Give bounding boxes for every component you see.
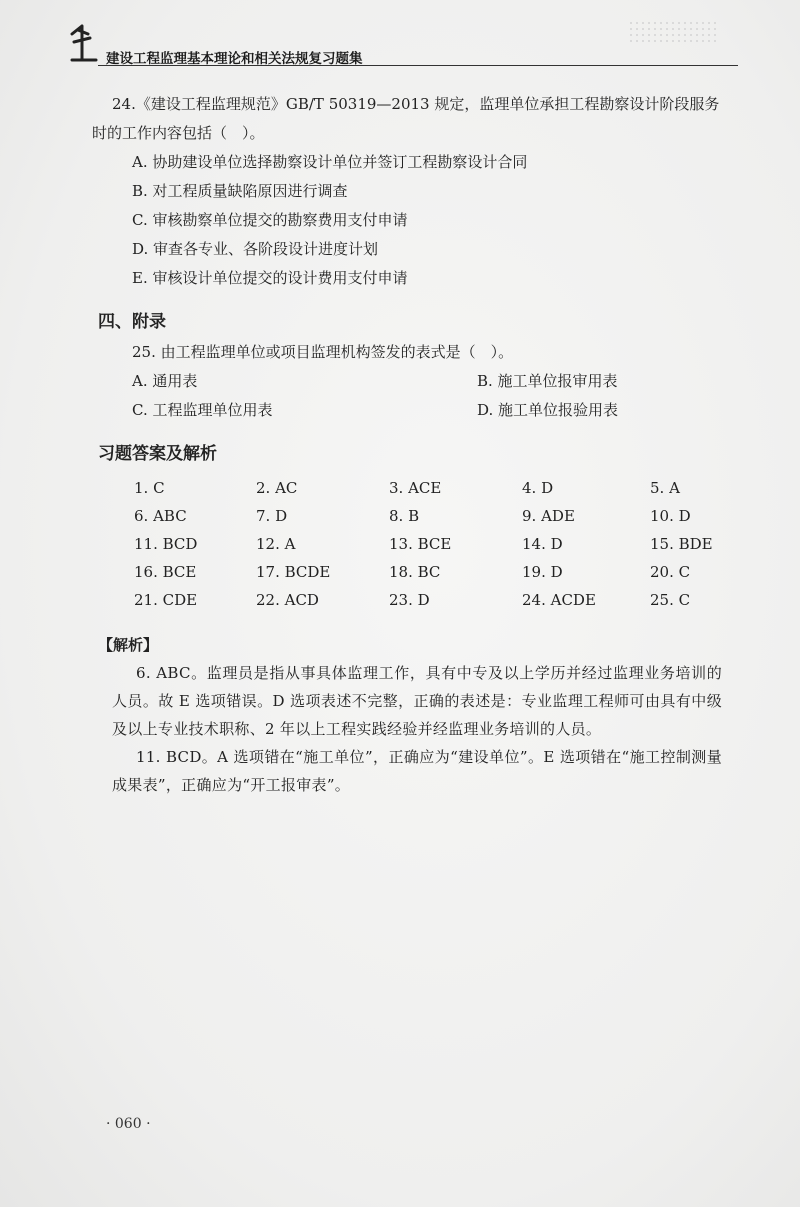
answer-key-item: 6. ABC [134,507,187,525]
answer-key-item: 7. D [256,507,288,525]
question-24-option-c: C. 审核勘察单位提交的勘察费用支付申请 [132,211,408,229]
answer-key-item: 9. ADE [522,507,575,525]
answer-key-item: 14. D [522,535,563,553]
answer-key-item: 22. ACD [256,591,319,609]
answer-key-item: 24. ACDE [522,591,596,609]
question-25-option-d: D. 施工单位报验用表 [477,401,619,419]
answer-key-item: 20. C [650,563,691,581]
analysis-heading: 【解析】 [98,636,159,654]
book-logo-icon [68,20,100,64]
running-header [68,20,728,70]
answer-key-item: 16. BCE [134,563,197,581]
question-24-option-e: E. 审核设计单位提交的设计费用支付申请 [132,269,408,287]
question-25-option-b: B. 施工单位报审用表 [477,372,618,390]
answer-key-item: 1. C [134,479,165,497]
question-24-stem: 24.《建设工程监理规范》GB/T 50319—2013 规定，监理单位承担工程勘察设计阶段服务时的工作内容包括（ ）。 [92,95,720,142]
answer-key-grid [134,474,722,614]
question-25-options [132,367,722,425]
answer-key-item: 11. BCD [134,535,198,553]
section-heading-appendix: 四、附录 [98,312,166,332]
analysis-paragraph: 6. ABC。监理员是指从事具体监理工作，具有中专及以上学历并经过监理业务培训的人员。故 E 选项错误。D 选项表述不完整，正确的表述是：专业监理工程师可由具有中级及以上专业技术职称、2 年以上工程实践经验并经监理业务培训的人员。 [112,664,722,738]
answer-key-item: 10. D [650,507,691,525]
answer-key-item: 19. D [522,563,563,581]
answer-key-item: 4. D [522,479,554,497]
question-24-option-d: D. 审查各专业、各阶段设计进度计划 [132,240,379,258]
question-24-option-b: B. 对工程质量缺陷原因进行调查 [132,182,348,200]
answer-key-item: 2. AC [256,479,298,497]
question-25-option-a: A. 通用表 [132,372,198,390]
answer-key-item: 23. D [389,591,430,609]
decorative-dots [628,20,718,44]
answer-key-item: 12. A [256,535,296,553]
answer-key-item: 25. C [650,591,691,609]
answer-key-item: 17. BCDE [256,563,331,581]
answer-key-item: 8. B [389,507,420,525]
question-24-option-a: A. 协助建设单位选择勘察设计单位并签订工程勘察设计合同 [132,153,528,171]
answer-key-item: 13. BCE [389,535,452,553]
answer-key-item: 3. ACE [389,479,442,497]
answer-key-item: 15. BDE [650,535,713,553]
answer-key-item: 5. A [650,479,680,497]
answers-heading: 习题答案及解析 [98,444,217,464]
question-25-stem: 25. 由工程监理单位或项目监理机构签发的表式是（ ）。 [132,343,514,361]
answer-key-item: 18. BC [389,563,441,581]
header-title: 建设工程监理基本理论和相关法规复习题集 [106,51,363,67]
answer-key-item: 21. CDE [134,591,198,609]
header-divider [98,65,738,66]
page-number: · 060 · [106,1116,151,1132]
page-content [92,90,722,799]
analysis-paragraph: 11. BCD。A 选项错在“施工单位”，正确应为“建设单位”。E 选项错在“施工控制测量成果表”，正确应为“开工报审表”。 [112,748,722,794]
question-25-option-c: C. 工程监理单位用表 [132,401,273,419]
